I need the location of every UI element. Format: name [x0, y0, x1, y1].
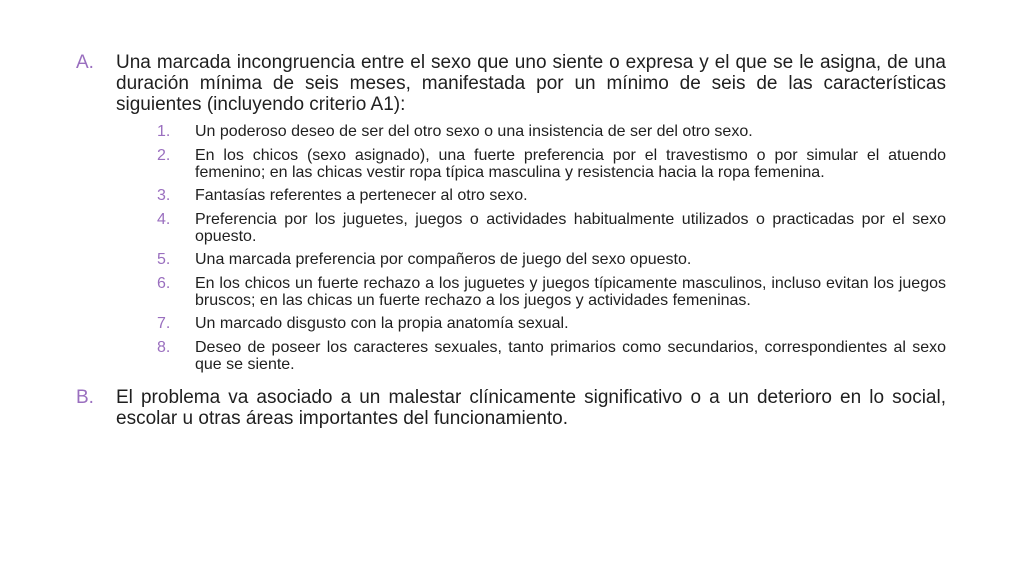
- subitem-8-text: Deseo de poseer los caracteres sexuales, tanto primarios como secundarios, correspondientes al sexo que se siente.: [195, 339, 946, 373]
- subitem-3-text: Fantasías referentes a pertenecer al otro sexo.: [195, 187, 528, 204]
- subitem-4-text: Preferencia por los juguetes, juegos o actividades habitualmente utilizados o practicadas por el sexo opuesto.: [195, 211, 946, 245]
- subitem-6-text: En los chicos un fuerte rechazo a los juguetes y juegos típicamente masculinos, incluso evitan los juegos bruscos; en las chicas un fuerte rechazo a los juegos y actividades femeninas.: [195, 275, 946, 309]
- criterion-b-text: El problema va asociado a un malestar clínicamente significativo o a un deterioro en lo social, escolar u otras áreas importantes del funcionamiento.: [116, 387, 946, 429]
- subitem-5-text: Una marcada preferencia por compañeros de juego del sexo opuesto.: [195, 251, 692, 268]
- subitem-1-text: Un poderoso deseo de ser del otro sexo o una insistencia de ser del otro sexo.: [195, 123, 753, 140]
- subitem-2: [157, 147, 946, 181]
- slide-content: [76, 52, 946, 429]
- criterion-a-text: Una marcada incongruencia entre el sexo que uno siente o expresa y el que se le asigna, de una duración mínima de seis meses, manifestada por un mínimo de seis de las características siguientes (incluyendo criterio A1):: [116, 52, 946, 115]
- criterion-a-marker: A.: [76, 52, 94, 73]
- criterion-a: [76, 52, 946, 379]
- subitem-6: [157, 275, 946, 309]
- subitem-1: [157, 123, 946, 141]
- subitem-8: [157, 339, 946, 373]
- subitem-7: [157, 315, 946, 333]
- criterion-b: [76, 387, 946, 429]
- subitem-2-text: En los chicos (sexo asignado), una fuerte preferencia por el travestismo o por simular el atuendo femenino; en las chicas vestir ropa típica masculina y resistencia hacia la ropa femenina.: [195, 147, 946, 181]
- subitem-1-marker: 1.: [157, 123, 171, 140]
- subitem-4: [157, 211, 946, 245]
- subitem-6-marker: 6.: [157, 275, 171, 292]
- subitem-7-text: Un marcado disgusto con la propia anatomía sexual.: [195, 315, 569, 332]
- subitem-2-marker: 2.: [157, 147, 171, 164]
- subitem-7-marker: 7.: [157, 315, 171, 332]
- subitem-3: [157, 187, 946, 205]
- subitem-4-marker: 4.: [157, 211, 171, 228]
- subitem-5: [157, 251, 946, 269]
- subitem-5-marker: 5.: [157, 251, 171, 268]
- subitem-3-marker: 3.: [157, 187, 171, 204]
- criterion-a-subitems: [157, 123, 946, 373]
- subitem-8-marker: 8.: [157, 339, 171, 356]
- criterion-b-marker: B.: [76, 387, 94, 408]
